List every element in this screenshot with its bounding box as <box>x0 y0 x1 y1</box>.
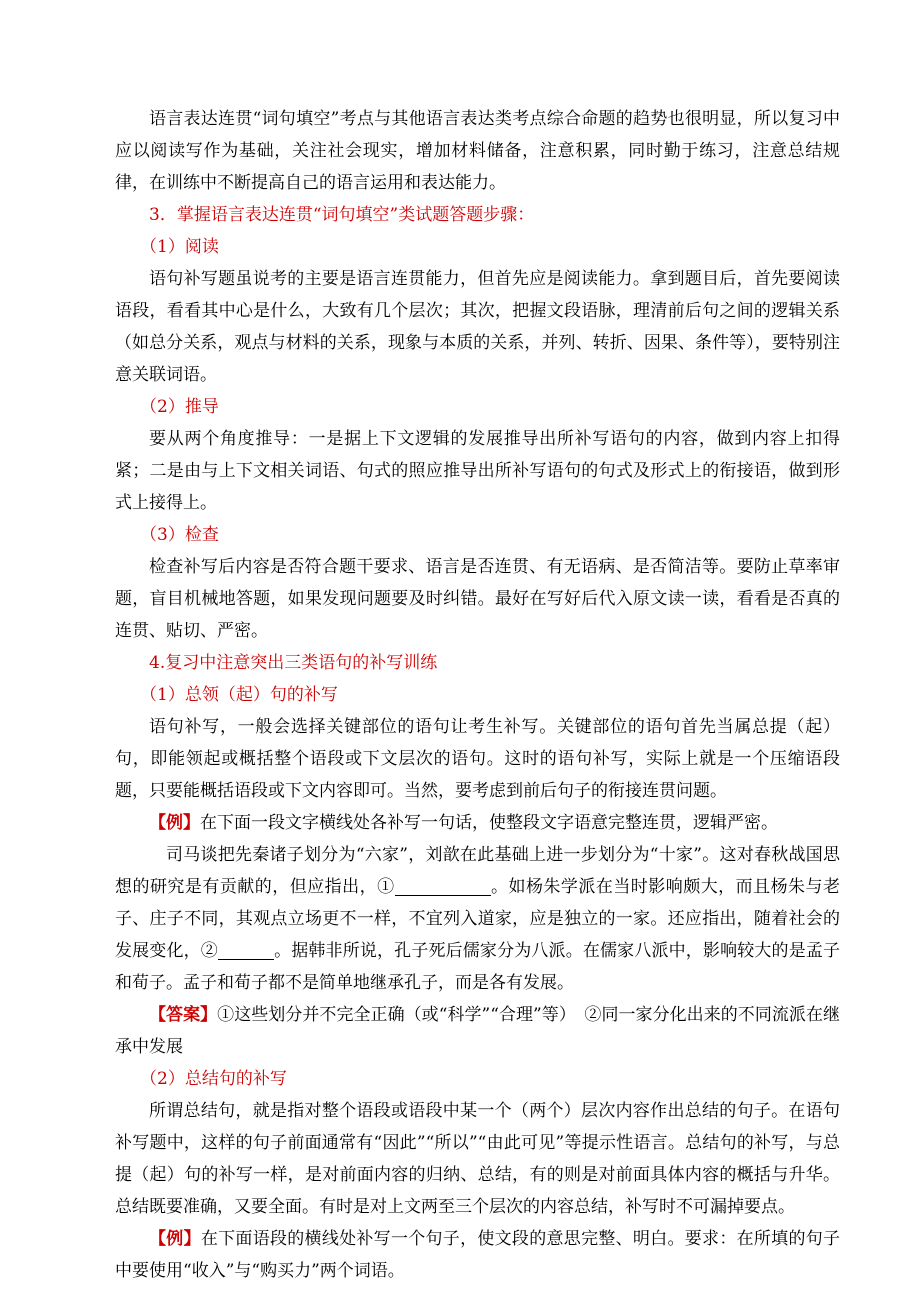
example-1-answer <box>0 999 920 1063</box>
subheading-lead-sentence: （1）总领（起）句的补写 <box>140 685 338 705</box>
document-content <box>0 103 920 1287</box>
check-paragraph: 检查补写后内容是否符合题干要求、语言是否连贯、有无语病、是否简洁等。要防止草率审题，盲目机械地答题，如果发现问题要及时纠错。最好在写好后代入原文读一读，看看是否真的连贯、贴切、严密。 <box>115 557 840 641</box>
section-heading-3: 3．掌握语言表达连贯“词句填空”类试题答题步骤： <box>149 205 535 225</box>
intro-paragraph: 语言表达连贯“词句填空”考点与其他语言表达类考点综合命题的趋势也很明显，所以复习中应以阅读写作为基础，关注社会现实，增加材料储备，注意积累，同时勤于练习，注意总结规律，在训练中不断提高自己的语言运用和表达能力。 <box>115 109 840 193</box>
example-1-passage-part-a: 司马谈把先秦诸子划分为“六家”，刘歆在此基础上进一步划分为“十家”。这对春秋战国思想的研究是有贡献的，但应指出，① <box>115 845 840 897</box>
example-1-passage <box>0 839 920 999</box>
example-2-tag: 【例】 <box>149 1229 201 1249</box>
fill-blank-2 <box>218 939 274 960</box>
example-2-prompt <box>0 1223 920 1287</box>
summary-sentence-paragraph: 所谓总结句，就是指对整个语段或语段中某一个（两个）层次内容作出总结的句子。在语句补写题中，这样的句子前面通常有“因此”“所以”“由此可见”等提示性语言。总结句的补写，与总提（起）句的补写一样，是对前面内容的归纳、总结，有的则是对前面具体内容的概括与升华。总结既要准确，又要全面。有时是对上文两至三个层次的内容总结，补写时不可漏掉要点。 <box>115 1101 840 1217</box>
section-heading-4: 4.复习中注意突出三类语句的补写训练 <box>149 653 438 673</box>
example-1-passage-part-c: 。据韩非所说，孔子死后儒家分为八派。在儒家八派中，影响较大的是孟子和荀子。孟子和荀子都不是简单地继承孔子，而是各有发展。 <box>115 941 841 993</box>
example-1-tag: 【例】 <box>149 813 200 833</box>
answer-tag: 【答案】 <box>149 1005 218 1025</box>
subheading-summary-sentence: （2）总结句的补写 <box>140 1069 287 1089</box>
infer-paragraph: 要从两个角度推导：一是据上下文逻辑的发展推导出所补写语句的内容，做到内容上扣得紧；二是由与上下文相关词语、句式的照应推导出所补写语句的句式及形式上的衔接语，做到形式上接得上。 <box>115 429 840 513</box>
read-paragraph: 语句补写题虽说考的主要是语言连贯能力，但首先应是阅读能力。拿到题目后，首先要阅读语段，看看其中心是什么，大致有几个层次；其次，把握文段语脉，理清前后句之间的逻辑关系（如总分关系，观点与材料的关系，现象与本质的关系，并列、转折、因果、条件等），要特别注意关联词语。 <box>115 269 840 385</box>
example-1-prompt <box>0 807 920 839</box>
example-2-text: 在下面语段的横线处补写一个句子，使文段的意思完整、明白。要求：在所填的句子中要使用“收入”与“购买力”两个词语。 <box>115 1229 841 1281</box>
lead-sentence-paragraph: 语句补写，一般会选择关键部位的语句让考生补写。关键部位的语句首先当属总提（起）句，即能领起或概括整个语段或下文层次的语句。这时的语句补写，实际上就是一个压缩语段题，只要能概括语段或下文内容即可。当然，要考虑到前后句子的衔接连贯问题。 <box>115 717 840 801</box>
answer-text: ①这些划分并不完全正确（或“科学”“合理”等） ②同一家分化出来的不同流派在继承中发展 <box>115 1005 840 1057</box>
example-1-text: 在下面一段文字横线处各补写一句话，使整段文字语意完整连贯，逻辑严密。 <box>200 813 778 833</box>
subheading-check: （3）检查 <box>140 525 219 545</box>
fill-blank-1 <box>395 875 491 896</box>
subheading-infer: （2）推导 <box>140 397 219 417</box>
example-1-passage-part-b: 。如杨朱学派在当时影响颇大，而且杨朱与老子、庄子不同，其观点立场更不一样，不宜列入道家，应是独立的一家。还应指出，随着社会的发展变化，② <box>115 877 841 961</box>
subheading-read: （1）阅读 <box>140 237 219 257</box>
